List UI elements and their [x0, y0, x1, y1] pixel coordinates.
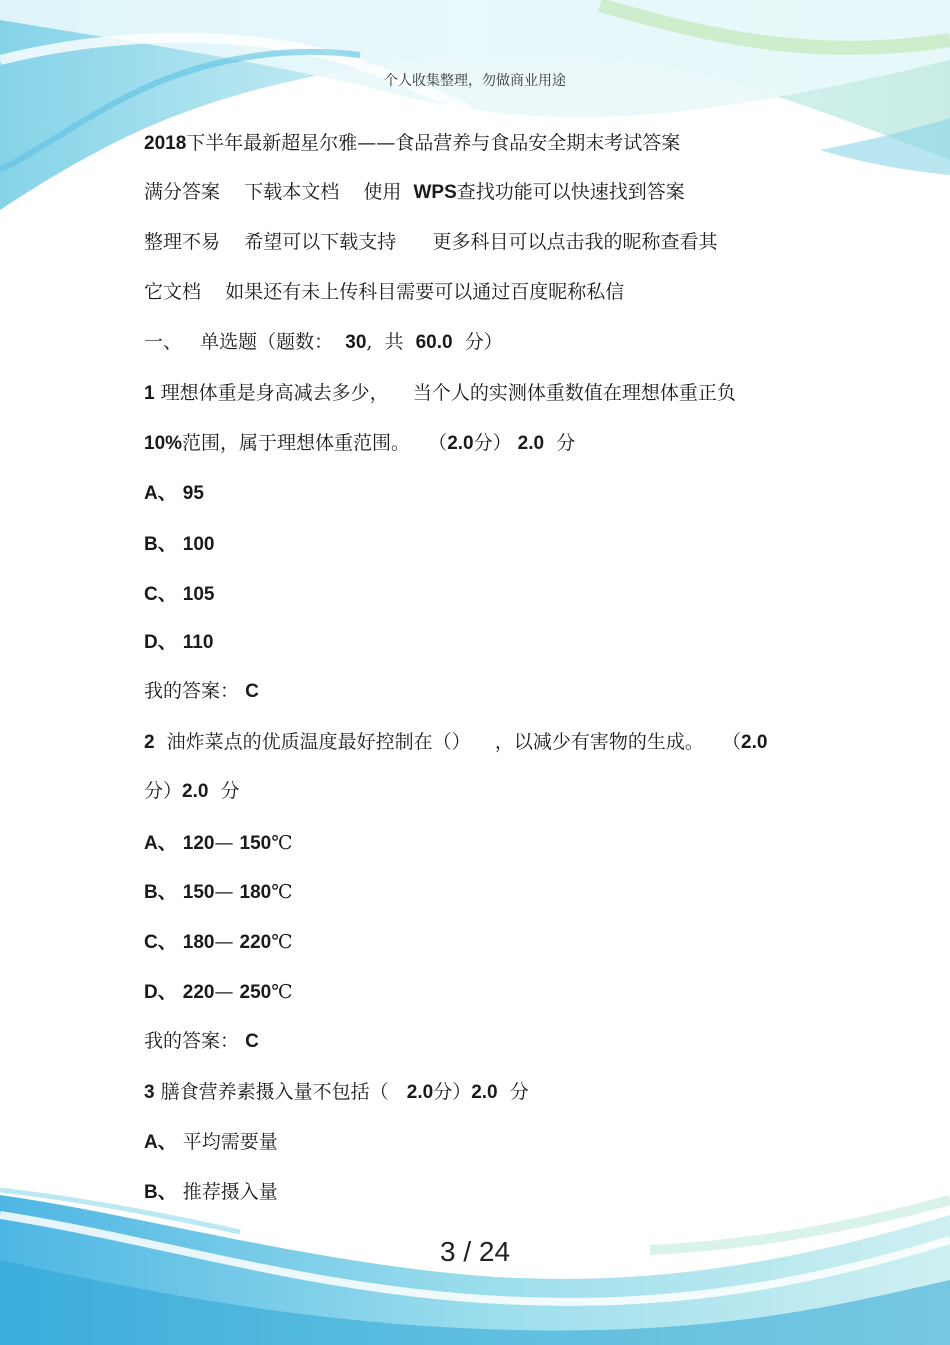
option-d: D、 110 — [144, 632, 214, 653]
option-a: A、 平均需要量 — [144, 1131, 278, 1153]
intro-line-1: 满分答案 下载本文档 使用 WPS查找功能可以快速找到答案 — [144, 181, 685, 203]
option-c: C、 180— 220℃ — [144, 931, 293, 953]
intro-line-2: 整理不易 希望可以下载支持 更多科目可以点击我的昵称查看其 — [144, 231, 718, 253]
question-1-text-cont: 10%范围，属于理想体重范围。 （2.0分） 2.0 分 — [144, 432, 576, 454]
question-2-text: 2 油炸菜点的优质温度最好控制在（） ，以减少有害物的生成。 （2.0 — [144, 731, 768, 753]
option-a: A、 95 — [144, 483, 204, 504]
question-1-text: 1 理想体重是身高减去多少， 当个人的实测体重数值在理想体重正负 — [144, 382, 736, 404]
header-note: 个人收集整理，勿做商业用途 — [384, 73, 566, 89]
page-number: 3 / 24 — [439, 1236, 511, 1267]
my-answer: 我的答案： C — [144, 1030, 259, 1052]
option-b: B、 150— 180℃ — [144, 881, 293, 903]
option-c: C、 105 — [144, 584, 215, 605]
option-d: D、 220— 250℃ — [144, 981, 293, 1003]
intro-line-3: 它文档 如果还有未上传科目需要可以通过百度昵称私信 — [144, 281, 625, 303]
my-answer: 我的答案： C — [144, 680, 259, 702]
question-3-text: 3 膳食营养素摄入量不包括（ 2.0分）2.0 分 — [144, 1081, 529, 1103]
option-b: B、 推荐摄入量 — [144, 1181, 278, 1203]
question-2-text-cont: 分）2.0 分 — [144, 780, 240, 802]
document-title: 2018下半年最新超星尔雅——食品营养与食品安全期末考试答案 — [144, 132, 681, 154]
section-heading: 一、 单选题（题数： 30, 共 60.0 分） — [144, 331, 503, 353]
option-b: B、 100 — [144, 534, 215, 555]
option-a: A、 120— 150℃ — [144, 832, 293, 854]
